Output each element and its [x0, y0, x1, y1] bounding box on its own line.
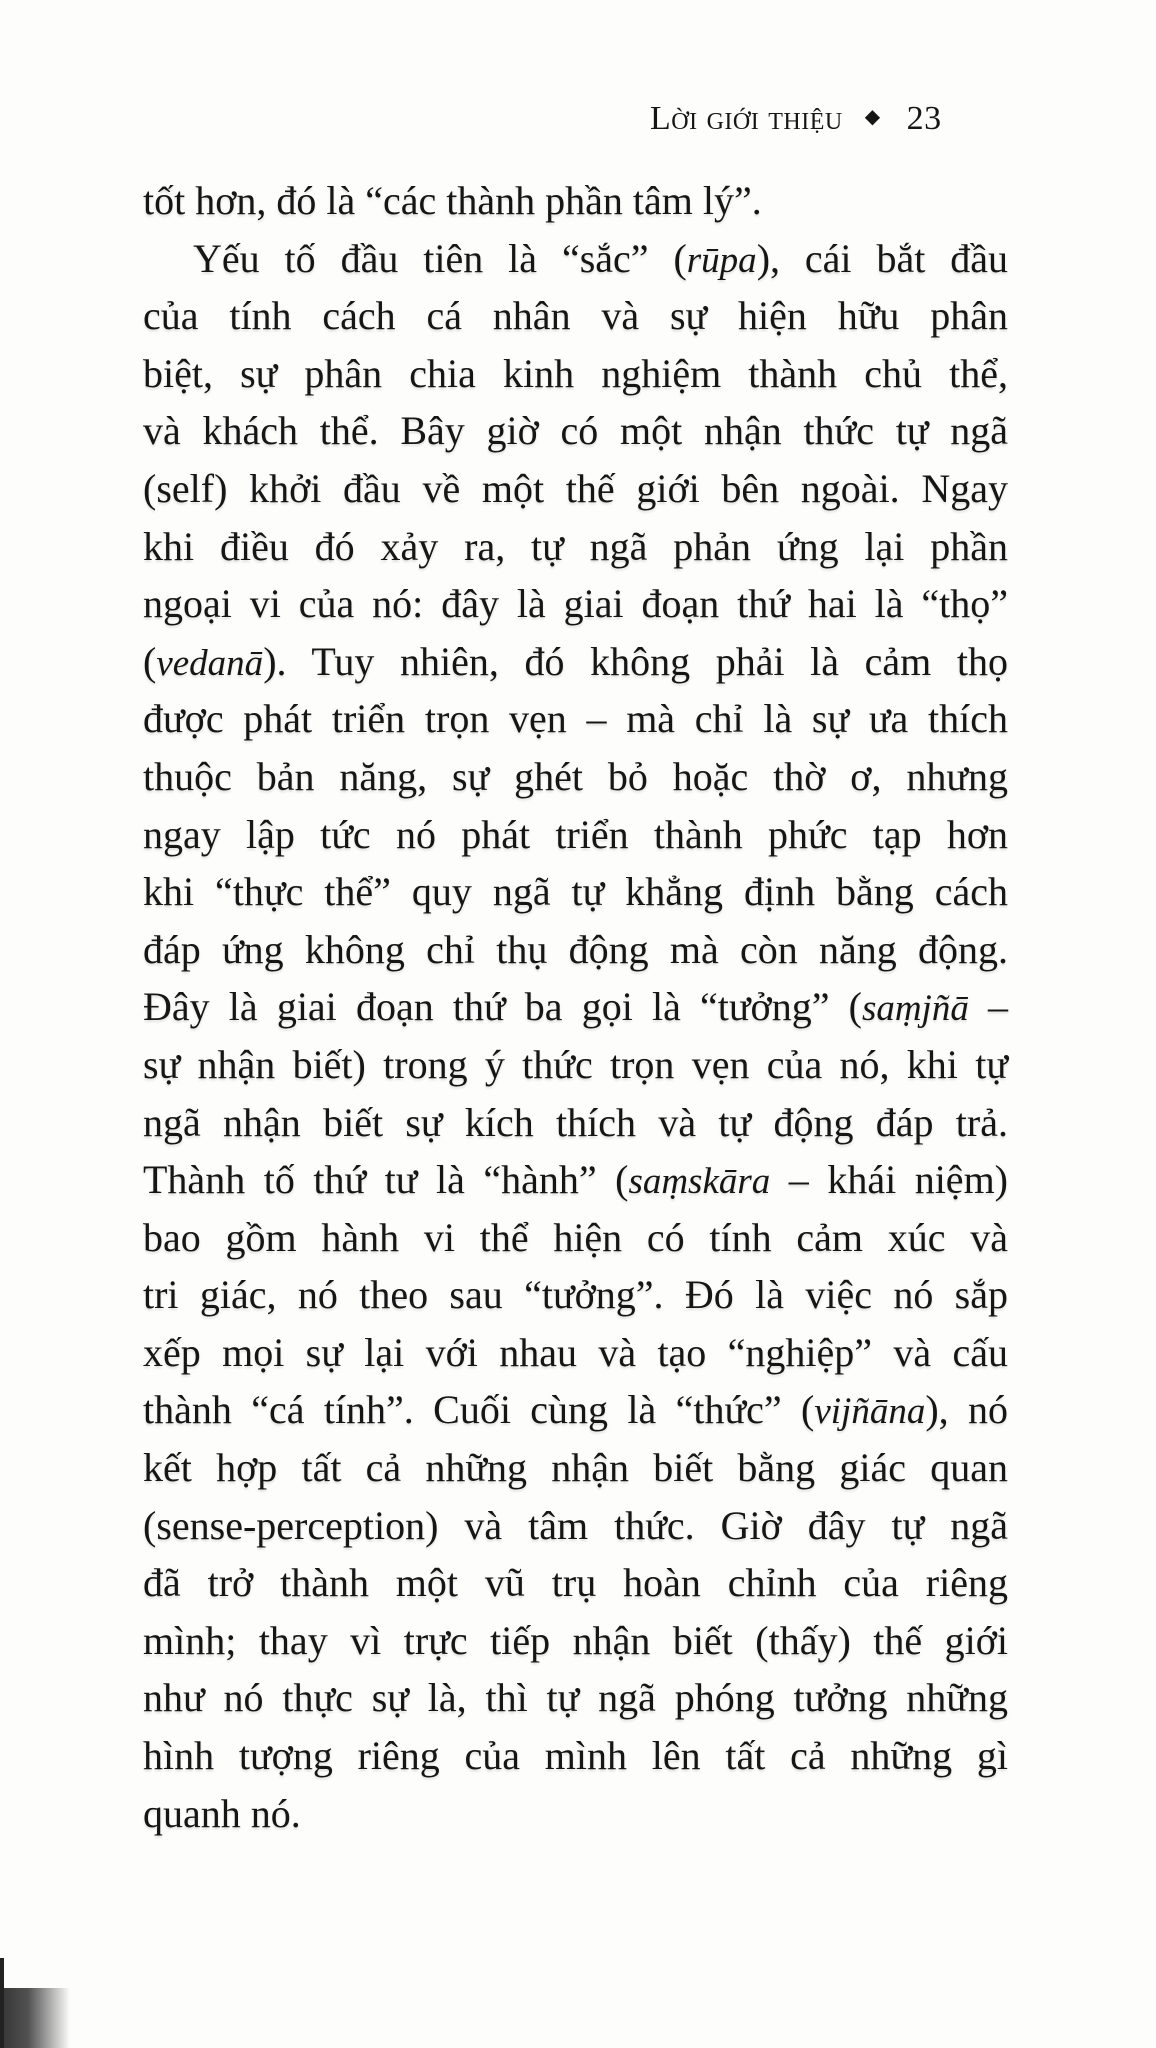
- text-line: (self) khởi đầu về một thế giới bên ngoài. Ngay: [143, 465, 1008, 511]
- text-line: của tính cách cá nhân và sự hiện hữu phân: [143, 293, 1008, 339]
- pali-term: rūpa: [686, 239, 757, 281]
- text-line: như nó thực sự là, thì tự ngã phóng tưởng những: [143, 1675, 1008, 1721]
- page-edge: [0, 1958, 4, 2048]
- text-line: [143, 230, 1008, 288]
- text-line: (sense-perception) và tâm thức. Giờ đây tự ngã: [143, 1502, 1008, 1548]
- text-line: [143, 1151, 1008, 1209]
- text-line: mình; thay vì trực tiếp nhận biết (thấy) thế giới: [143, 1617, 1008, 1663]
- pali-term: saṃskāra: [628, 1161, 771, 1203]
- text-run: Thành tố thứ tư là “hành” (: [143, 1157, 629, 1203]
- running-head: [650, 100, 942, 138]
- text-line: [143, 1381, 1008, 1439]
- chapter-title: Lời giới thiệu: [650, 100, 843, 137]
- text-run: (: [143, 638, 157, 684]
- page-edge-shadow: [0, 1988, 70, 2048]
- page-number: 23: [906, 100, 942, 137]
- text-run: ), cái bắt đầu: [756, 235, 1009, 281]
- text-line: ngã nhận biết sự kích thích và tự động đáp trả.: [143, 1099, 1008, 1145]
- text-line: ngay lập tức nó phát triển thành phức tạp hơn: [143, 811, 1008, 857]
- text-line: sự nhận biết) trong ý thức trọn vẹn của nó, khi tự: [143, 1041, 1008, 1087]
- pali-term: vijñāna: [814, 1391, 926, 1433]
- text-line: kết hợp tất cả những nhận biết bằng giác quan: [143, 1445, 1008, 1491]
- text-line: khi điều đó xảy ra, tự ngã phản ứng lại phần: [143, 523, 1008, 569]
- text-line: tri giác, nó theo sau “tưởng”. Đó là việc nó sắp: [143, 1272, 1008, 1318]
- text-run: – khái niệm): [770, 1157, 1008, 1203]
- text-line: đã trở thành một vũ trụ hoàn chỉnh của riêng: [143, 1560, 1008, 1606]
- text-line: tốt hơn, đó là “các thành phần tâm lý”.: [143, 178, 762, 223]
- text-line: biệt, sự phân chia kinh nghiệm thành chủ thể,: [143, 350, 1008, 396]
- text-line: thuộc bản năng, sự ghét bỏ hoặc thờ ơ, nhưng: [143, 753, 1008, 799]
- text-run: Yếu tố đầu tiên là “sắc” (: [193, 235, 687, 281]
- text-line: [143, 978, 1008, 1036]
- text-run: Đây là giai đoạn thứ ba gọi là “tưởng” (: [143, 984, 862, 1030]
- text-run: thành “cá tính”. Cuối cùng là “thức” (: [143, 1387, 815, 1433]
- text-line: xếp mọi sự lại với nhau và tạo “nghiệp” và cấu: [143, 1329, 1008, 1375]
- text-line: ngoại vi của nó: đây là giai đoạn thứ hai là “thọ”: [143, 581, 1008, 627]
- text-line: được phát triển trọn vẹn – mà chỉ là sự ưa thích: [143, 696, 1008, 742]
- text-run: ). Tuy nhiên, đó không phải là cảm thọ: [263, 638, 1008, 684]
- body-text: [143, 172, 1008, 1842]
- text-line: bao gồm hành vi thể hiện có tính cảm xúc và: [143, 1214, 1008, 1260]
- text-line: và khách thể. Bây giờ có một nhận thức tự ngã: [143, 408, 1008, 454]
- text-line: khi “thực thể” quy ngã tự khẳng định bằng cách: [143, 869, 1008, 915]
- text-line: hình tượng riêng của mình lên tất cả những gì: [143, 1733, 1008, 1779]
- text-line: [143, 633, 1008, 691]
- text-line: đáp ứng không chỉ thụ động mà còn năng động.: [143, 926, 1008, 972]
- pali-term: vedanā: [156, 642, 264, 684]
- text-line: quanh nó.: [143, 1790, 301, 1836]
- diamond-separator-icon: ◆: [864, 106, 881, 128]
- text-run: ), nó: [925, 1387, 1008, 1433]
- text-run: –: [968, 984, 1008, 1030]
- pali-term: saṃjñā: [861, 988, 969, 1030]
